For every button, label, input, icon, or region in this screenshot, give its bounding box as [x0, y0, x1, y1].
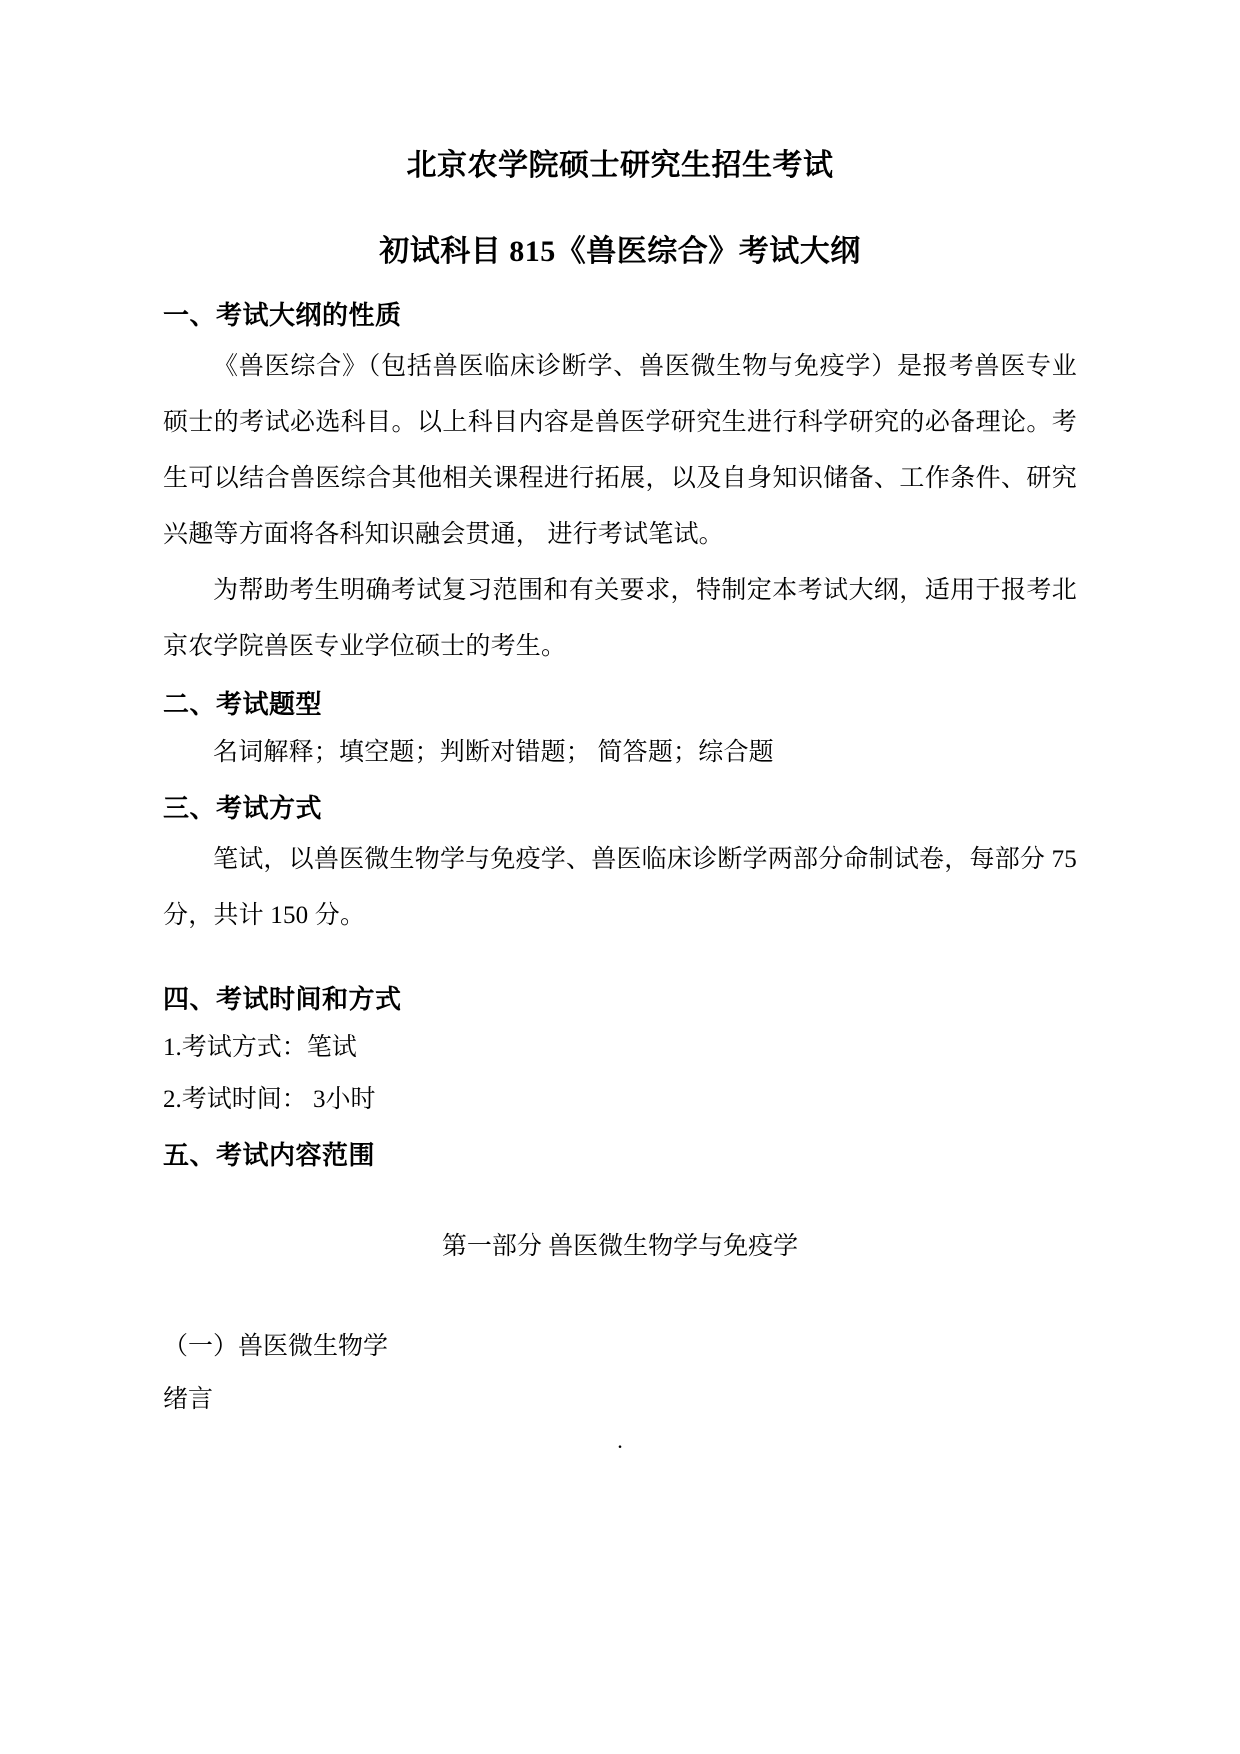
- subsection-item-preface: 绪言: [163, 1385, 214, 1413]
- section-4-item-2: 2.考试时间： 3小时: [163, 1086, 376, 1113]
- section-heading-4: 四、考试时间和方式: [163, 984, 402, 1014]
- document-subtitle: 初试科目 815《兽医综合》考试大纲: [379, 235, 861, 268]
- section-3-paragraph-1: 笔试，以兽医微生物学与免疫学、兽医临床诊断学两部分命制试卷，每部分 75分，共计 150 分。: [163, 845, 1077, 929]
- section-4-item-1: 1.考试方式：笔试: [163, 1034, 357, 1061]
- section-1-paragraph-2: 为帮助考生明确考试复习范围和有关要求，特制定本考试大纲，适用于报考北京农学院兽医专业学位硕士的考生。: [163, 576, 1077, 660]
- section-2-paragraph-1: 名词解释；填空题；判断对错题； 简答题；综合题: [213, 739, 774, 766]
- section-heading-5: 五、考试内容范围: [163, 1141, 376, 1170]
- footer-mark: .: [617, 1428, 623, 1453]
- document-title: 北京农学院硕士研究生招生考试: [406, 149, 834, 182]
- section-heading-2: 二、考试题型: [163, 689, 323, 719]
- part-one-heading: 第一部分 兽医微生物学与免疫学: [441, 1232, 799, 1260]
- section-1-paragraph-1: 《兽医综合》（包括兽医临床诊断学、兽医微生物与免疫学）是报考兽医专业硕士的考试必选科目。以上科目内容是兽医学研究生进行科学研究的必备理论。考生可以结合兽医综合其他相关课程进行拓展，以及自身知识储备、工作条件、研究兴趣等方面将各科知识融会贯通， 进行考试笔试。: [163, 352, 1077, 548]
- section-heading-1: 一、考试大纲的性质: [163, 301, 402, 330]
- subsection-heading-veterinary-microbiology: （一）兽医微生物学: [163, 1332, 389, 1360]
- section-heading-3: 三、考试方式: [163, 794, 323, 823]
